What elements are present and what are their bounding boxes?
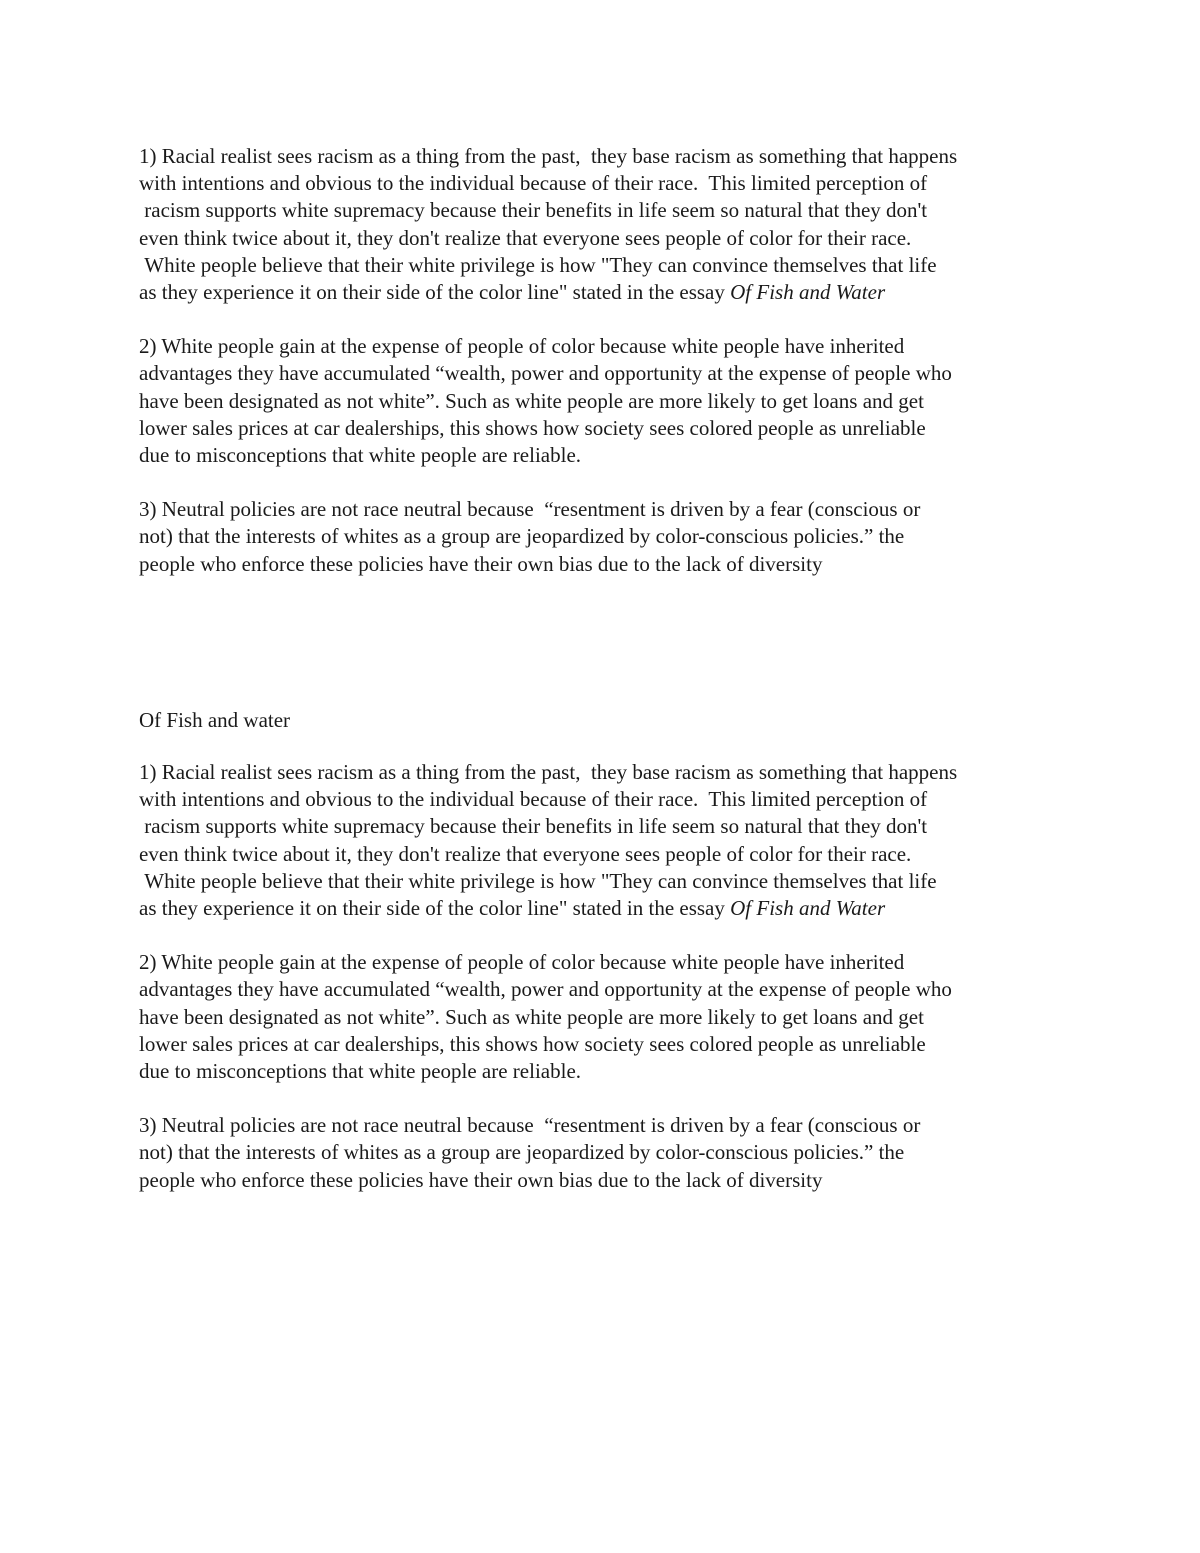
section-gap: [139, 605, 1069, 707]
paragraph-4: [139, 759, 1069, 922]
document-body: [139, 143, 1069, 1221]
essay-title-italic-2: Of Fish and Water: [730, 896, 886, 921]
paragraph-1-text: 1) Racial realist sees racism as a thing from the past, they base racism as something that happens with intentions and obvious to the individual because of their race. This limited perception of racism supports white supremacy because their benefits in life seem so natural that they don't even think twice about it, they don't realize that everyone sees people of color for their race. White people believe that their white privilege is how "They can convince themselves that life as they experience it on their side of the color line" stated in the essay: [139, 144, 958, 305]
essay-title-italic: Of Fish and Water: [730, 280, 886, 305]
paragraph-6: 3) Neutral policies are not race neutral because “resentment is driven by a fear (conscious or not) that the interests of whites as a group are jeopardized by color-conscious policies.” the people who enforce these policies have their own bias due to the lack of diversity: [139, 1113, 921, 1192]
section-heading: Of Fish and water: [139, 707, 291, 732]
paragraph-5: 2) White people gain at the expense of people of color because white people have inherited advantages they have accumulated “wealth, power and opportunity at the expense of people who have been designated as not white”. Such as white people are more likely to get loans and get lower sales prices at car dealerships, this shows how society sees colored people as unreliable due to misconceptions that white people are reliable.: [139, 950, 952, 1084]
paragraph-2: 2) White people gain at the expense of people of color because white people have inherited advantages they have accumulated “wealth, power and opportunity at the expense of people who have been designated as not white”. Such as white people are more likely to get loans and get lower sales prices at car dealerships, this shows how society sees colored people as unreliable due to misconceptions that white people are reliable.: [139, 334, 952, 468]
paragraph-1: [139, 143, 1069, 306]
paragraph-4-text: 1) Racial realist sees racism as a thing from the past, they base racism as something that happens with intentions and obvious to the individual because of their race. This limited perception of racism supports white supremacy because their benefits in life seem so natural that they don't even think twice about it, they don't realize that everyone sees people of color for their race. White people believe that their white privilege is how "They can convince themselves that life as they experience it on their side of the color line" stated in the essay: [139, 760, 958, 921]
paragraph-3: 3) Neutral policies are not race neutral because “resentment is driven by a fear (conscious or not) that the interests of whites as a group are jeopardized by color-conscious policies.” the people who enforce these policies have their own bias due to the lack of diversity: [139, 497, 921, 576]
